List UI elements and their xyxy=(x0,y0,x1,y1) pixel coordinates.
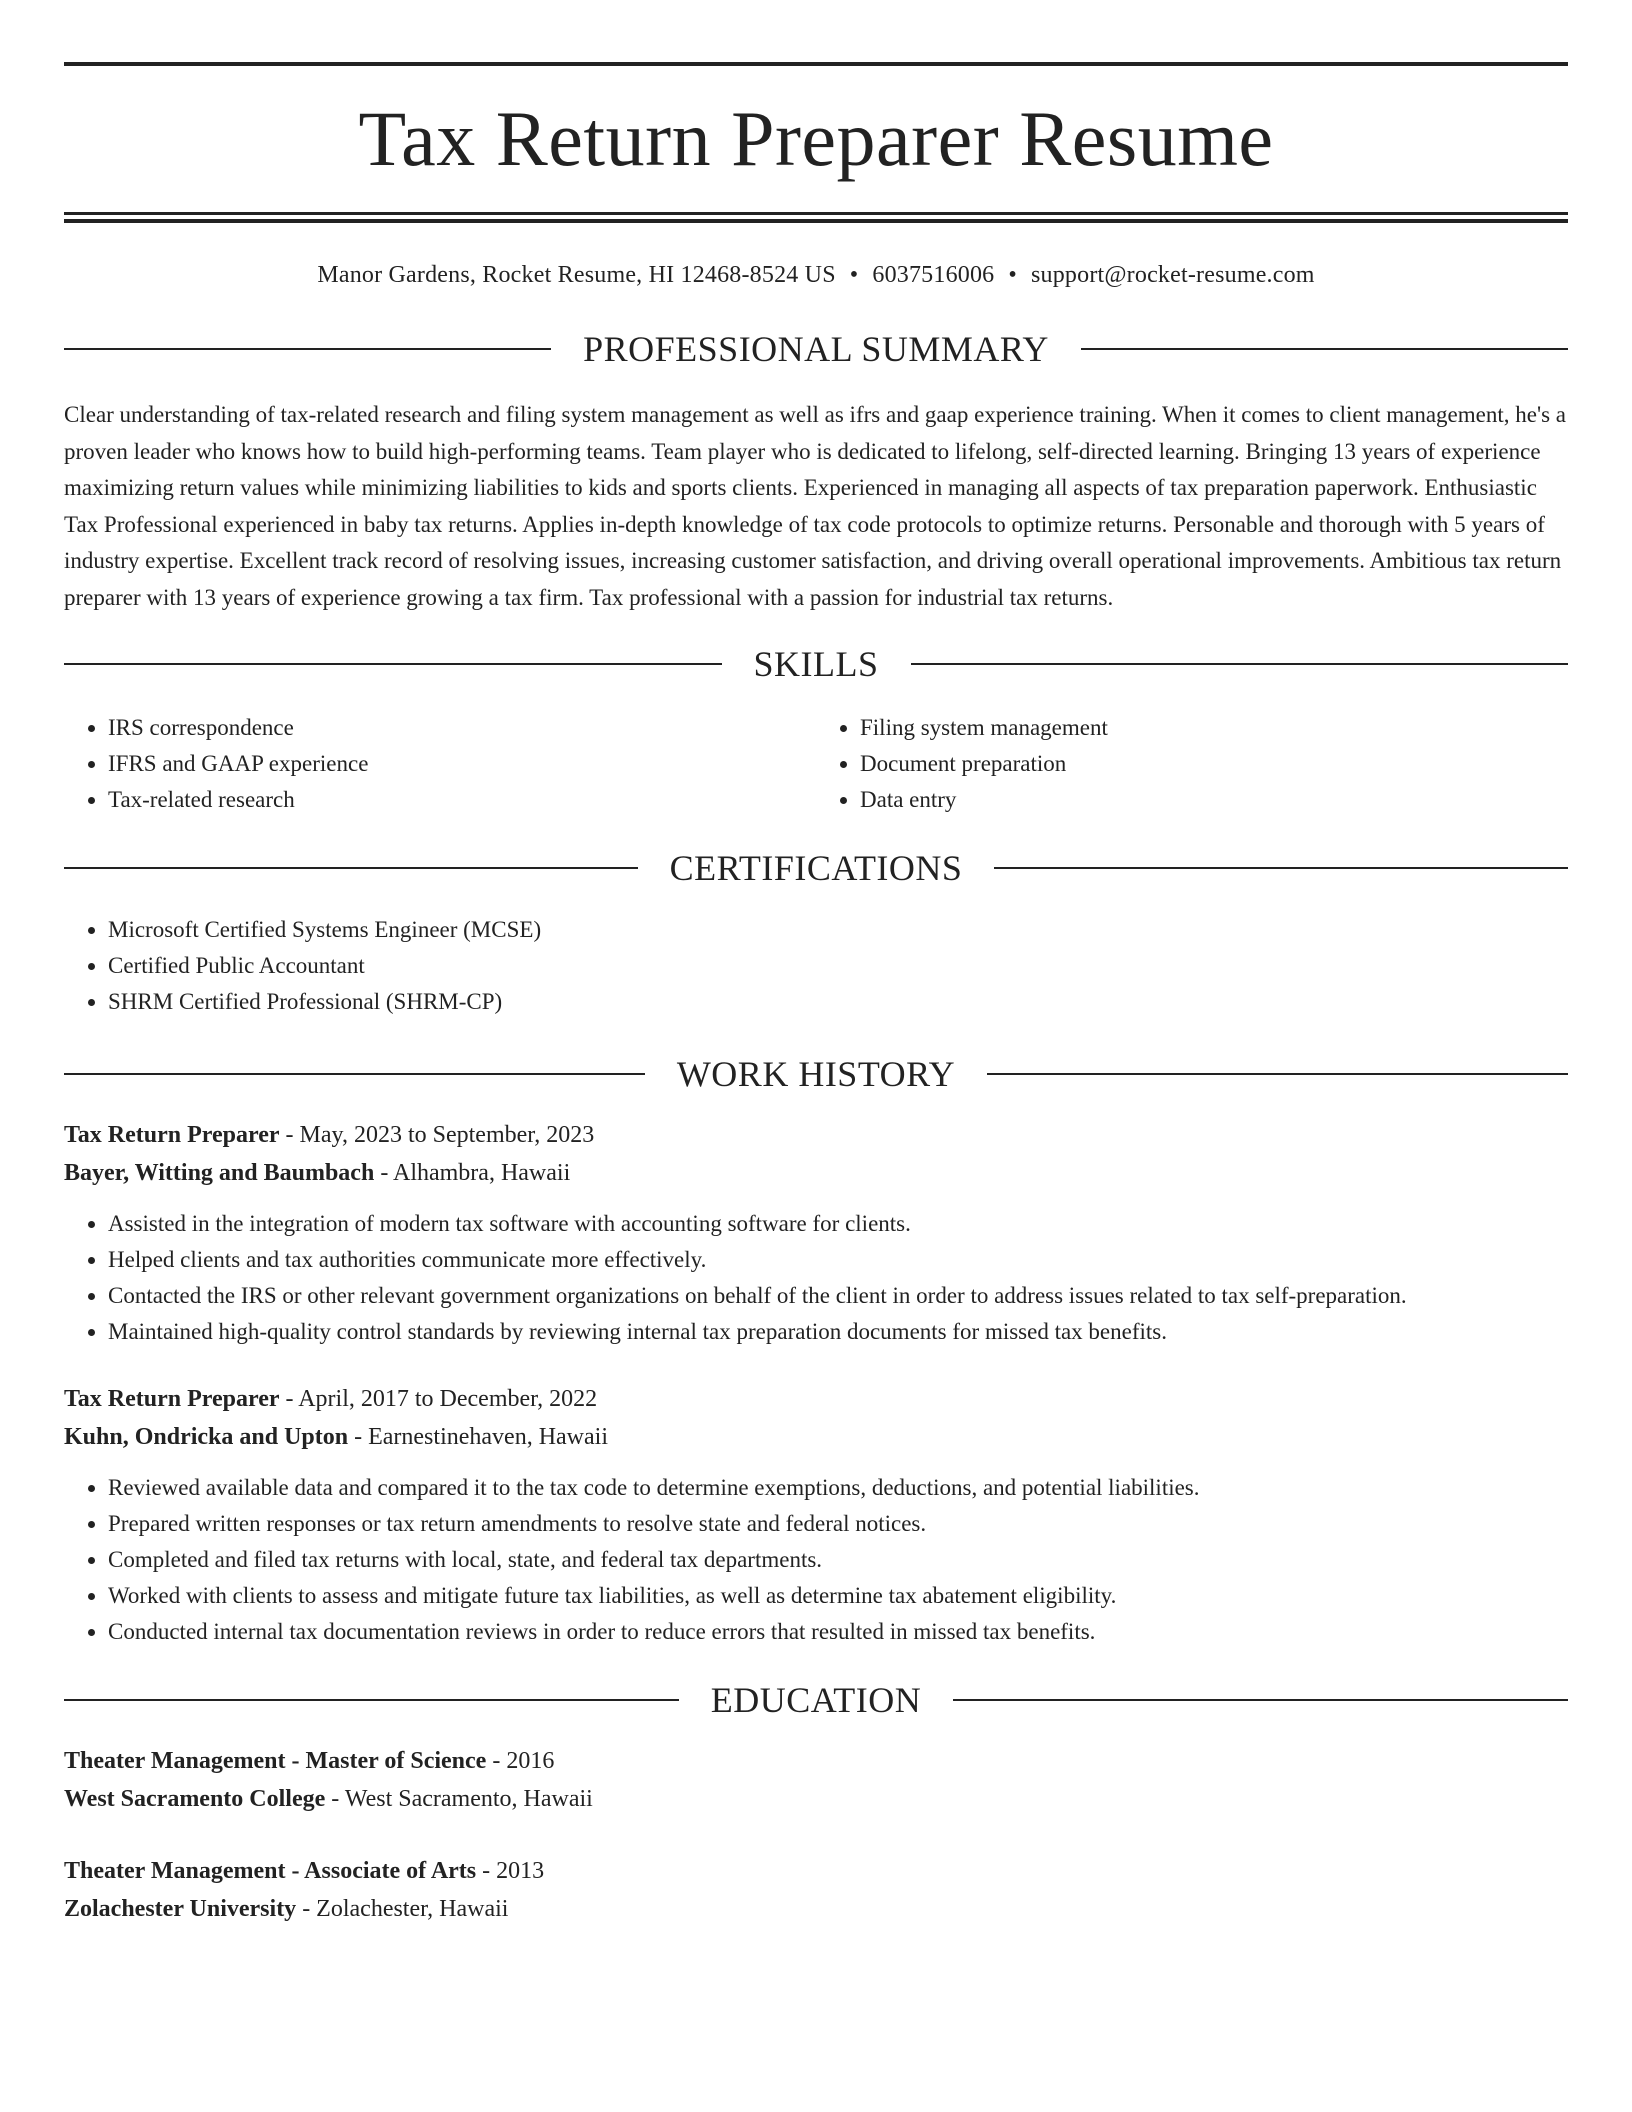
contact-line xyxy=(64,263,1568,287)
work-section-heading xyxy=(64,1056,1568,1092)
skill-item: • Data entry xyxy=(860,782,1568,818)
summary-heading: PROFESSIONAL SUMMARY xyxy=(583,329,1049,369)
heading-rule xyxy=(64,663,722,665)
skill-item: • IFRS and GAAP experience xyxy=(108,746,816,782)
certifications-section-heading xyxy=(64,850,1568,886)
contact-separator: • xyxy=(1008,262,1017,288)
education-school-line xyxy=(64,1780,1568,1818)
certification-item: • Certified Public Accountant xyxy=(108,948,1568,984)
job-duties-list xyxy=(64,1206,1568,1350)
summary-section-heading xyxy=(64,331,1568,367)
summary-text: Clear understanding of tax-related research and filing system management as well as ifrs and gaap experience training. When it comes to client management, he's a proven leader who knows how to build high-performing teams. Team player who is dedicated to lifelong, self-directed learning. Bringing 13 years of experience maximizing return values while minimizing liabilities to kids and sports clients. Experienced in managing all aspects of tax preparation paperwork. Enthusiastic Tax Professional experienced in baby tax returns. Applies in-depth knowledge of tax code protocols to optimize returns. Personable and thorough with 5 years of industry expertise. Excellent track record of resolving issues, increasing customer satisfaction, and driving overall operational improvements. Ambitious tax return preparer with 13 years of experience growing a tax firm. Tax professional with a passion for industrial tax returns. xyxy=(64,402,1566,610)
education-degree: Theater Management - Associate of Arts xyxy=(64,1858,477,1884)
title-double-rule xyxy=(64,212,1568,223)
skills-list xyxy=(64,710,1568,818)
job-duty: • Conducted internal tax documentation reviews in order to reduce errors that resulted in missed tax benefits. xyxy=(108,1614,1568,1650)
job-company-line xyxy=(64,1154,1568,1192)
certifications-heading: CERTIFICATIONS xyxy=(669,848,963,888)
heading-rule xyxy=(1081,348,1568,350)
job-duty: • Contacted the IRS or other relevant government organizations on behalf of the client in order to address issues related to tax self-preparation. xyxy=(108,1278,1568,1314)
skill-item: • Document preparation xyxy=(860,746,1568,782)
heading-rule xyxy=(911,663,1569,665)
education-section-heading xyxy=(64,1682,1568,1718)
heading-rule xyxy=(994,867,1568,869)
education-school: West Sacramento College xyxy=(64,1786,326,1812)
resume-title: Tax Return Preparer Resume xyxy=(358,95,1274,182)
job-duty: • Assisted in the integration of modern tax software with accounting software for clients. xyxy=(108,1206,1568,1242)
education-location: - Zolachester, Hawaii xyxy=(302,1896,509,1922)
job-duty: • Prepared written responses or tax return amendments to resolve state and federal notices. xyxy=(108,1506,1568,1542)
job-company: Kuhn, Ondricka and Upton xyxy=(64,1424,349,1450)
contact-address: Manor Gardens, Rocket Resume, HI 12468-8524 US xyxy=(317,262,836,288)
education-year: - 2013 xyxy=(482,1858,545,1884)
heading-rule xyxy=(64,1073,645,1075)
certifications-list xyxy=(64,912,1568,1020)
job-duties-list xyxy=(64,1470,1568,1650)
education-entry xyxy=(64,1742,1568,1818)
heading-rule xyxy=(987,1073,1568,1075)
education-heading: EDUCATION xyxy=(710,1680,922,1720)
job-title: Tax Return Preparer xyxy=(64,1386,280,1412)
job-company: Bayer, Witting and Baumbach xyxy=(64,1160,375,1186)
job-title-line xyxy=(64,1116,1568,1154)
job-location: - Alhambra, Hawaii xyxy=(380,1160,571,1186)
skills-column-left xyxy=(64,710,816,818)
heading-rule xyxy=(64,348,551,350)
job-duty: • Completed and filed tax returns with local, state, and federal tax departments. xyxy=(108,1542,1568,1578)
skills-heading: SKILLS xyxy=(753,644,879,684)
job-title-line xyxy=(64,1380,1568,1418)
job-entry xyxy=(64,1380,1568,1650)
job-company-line xyxy=(64,1418,1568,1456)
heading-rule xyxy=(64,867,638,869)
heading-rule xyxy=(953,1699,1568,1701)
skill-item: • Filing system management xyxy=(860,710,1568,746)
skill-item: • IRS correspondence xyxy=(108,710,816,746)
work-heading: WORK HISTORY xyxy=(676,1054,956,1094)
education-school: Zolachester University xyxy=(64,1896,297,1922)
job-title: Tax Return Preparer xyxy=(64,1122,280,1148)
contact-separator: • xyxy=(849,262,859,288)
education-entry xyxy=(64,1852,1568,1928)
job-duty: • Reviewed available data and compared it to the tax code to determine exemptions, deductions, and potential liabilities. xyxy=(108,1470,1568,1506)
top-rule xyxy=(64,62,1568,66)
job-dates: - May, 2023 to September, 2023 xyxy=(285,1122,595,1148)
skills-section-heading xyxy=(64,646,1568,682)
job-duty: • Helped clients and tax authorities communicate more effectively. xyxy=(108,1242,1568,1278)
skills-column-right xyxy=(816,710,1568,818)
education-degree-line xyxy=(64,1852,1568,1890)
job-entry xyxy=(64,1116,1568,1350)
education-location: - West Sacramento, Hawaii xyxy=(331,1786,593,1812)
education-year: - 2016 xyxy=(492,1748,555,1774)
job-duty: • Worked with clients to assess and mitigate future tax liabilities, as well as determine tax abatement eligibility. xyxy=(108,1578,1568,1614)
job-duty: • Maintained high-quality control standards by reviewing internal tax preparation documents for missed tax benefits. xyxy=(108,1314,1568,1350)
education-school-line xyxy=(64,1890,1568,1928)
heading-rule xyxy=(64,1699,679,1701)
contact-phone: 6037516006 xyxy=(872,262,995,288)
job-dates: - April, 2017 to December, 2022 xyxy=(285,1386,598,1412)
education-degree-line xyxy=(64,1742,1568,1780)
skill-item: • Tax-related research xyxy=(108,782,816,818)
job-location: - Earnestinehaven, Hawaii xyxy=(354,1424,608,1450)
contact-email: support@rocket-resume.com xyxy=(1030,262,1315,288)
certification-item: • Microsoft Certified Systems Engineer (MCSE) xyxy=(108,912,1568,948)
certification-item: • SHRM Certified Professional (SHRM-CP) xyxy=(108,984,1568,1020)
education-degree: Theater Management - Master of Science xyxy=(64,1748,487,1774)
